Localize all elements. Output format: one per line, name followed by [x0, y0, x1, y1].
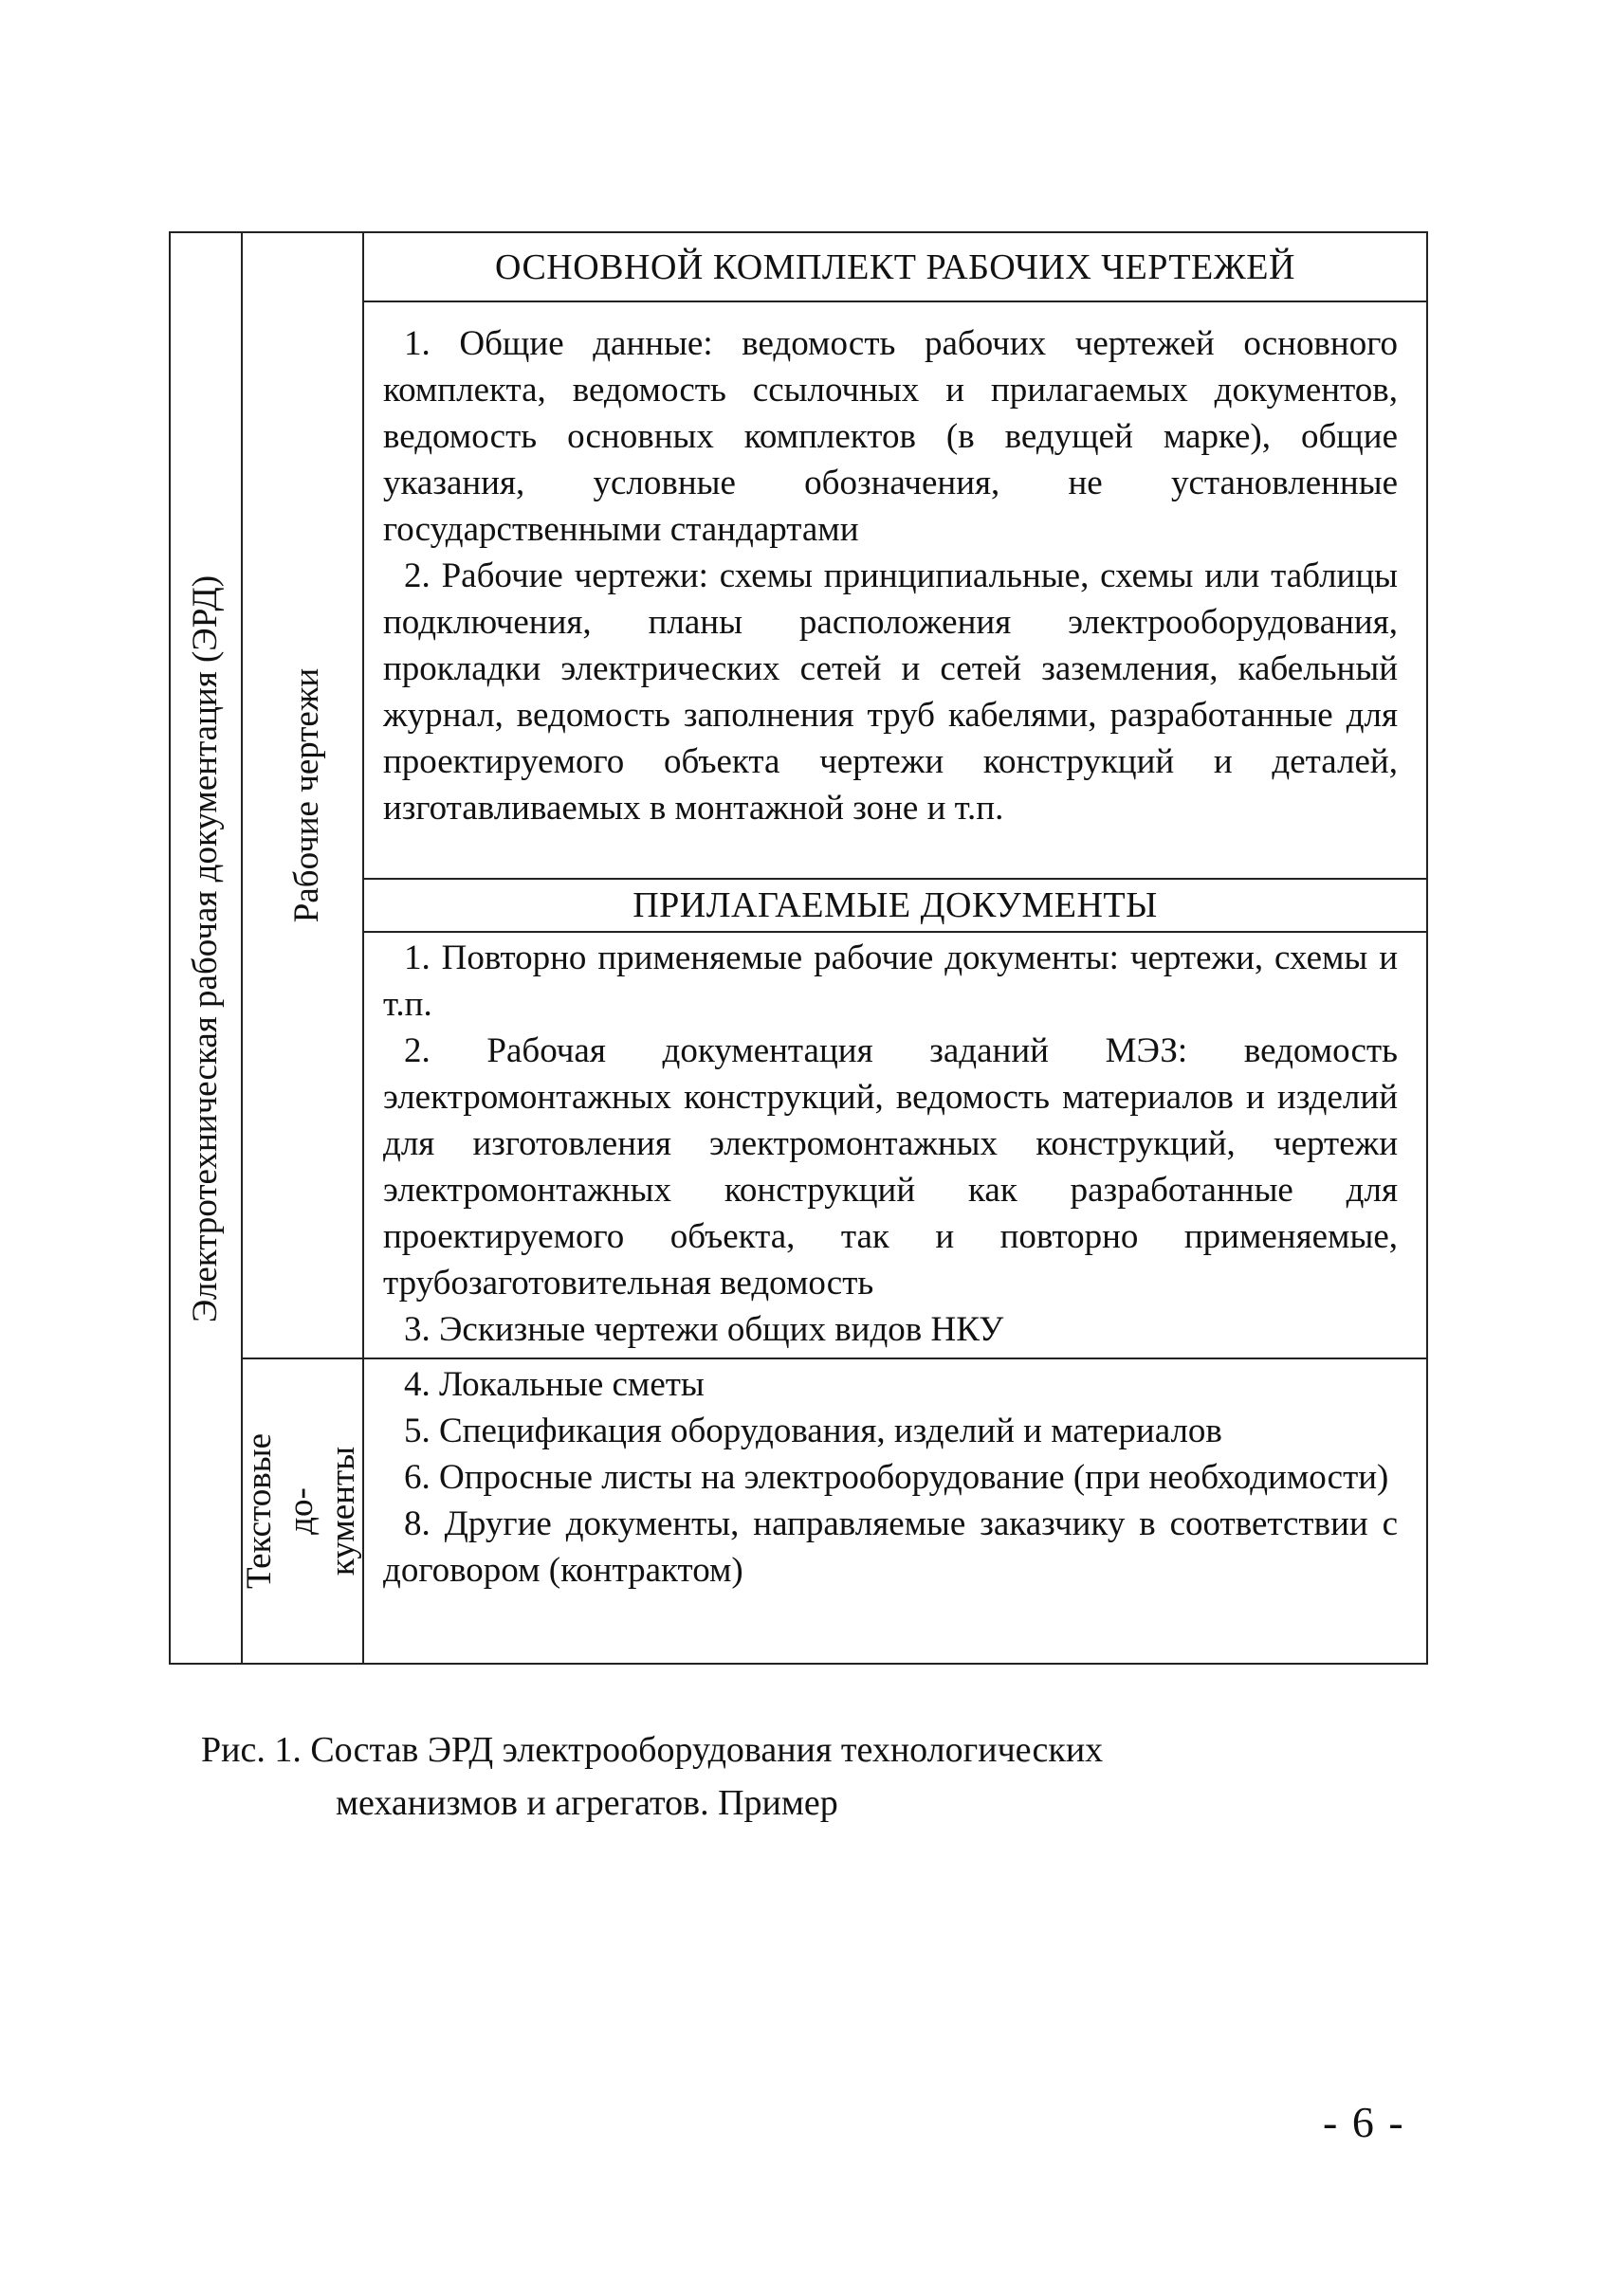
- main-item-2: 2. Рабочие чертежи: схемы принципиальные, схемы или таблицы подключения, планы расположения электрооборудования, прокладки электрических сетей и сетей заземления, кабельный журнал, ведомость заполнения труб кабелями, разработанные для проектируемого объекта чертежи конструкций и деталей, изготавливаемых в монтажной зоне и т.п.: [383, 556, 1398, 828]
- text-docs-content: [364, 1361, 1426, 1594]
- text-item-4: 4. Локальные сметы: [404, 1365, 705, 1404]
- attached-section-header-text: ПРИЛАГАЕМЫЕ ДОКУМЕНТЫ: [632, 885, 1158, 925]
- caption-line-2: механизмов и агрегатов. Пример: [336, 1783, 838, 1823]
- main-section-content: [364, 320, 1426, 831]
- page-number: - 6 -: [1323, 2098, 1405, 2146]
- attached-section-content: [364, 935, 1426, 1353]
- caption-line-1: Рис. 1. Состав ЭРД электрооборудования технологических: [201, 1730, 1104, 1770]
- erd-composition-table: [169, 231, 1428, 1665]
- group-working-cell: [241, 233, 362, 1358]
- attached-item-2: 2. Рабочая документация заданий МЭЗ: ведомость электромонтажных конструкций, ведомость материалов и изделий для изготовления электромонтажных конструкций, чертежи электромонтажных конструкций как разработанные для проектируемого объекта, так и повторно применяемые, трубозаготовительная ведомость: [383, 1031, 1398, 1303]
- group-working-label: Рабочие чертежи: [287, 667, 327, 923]
- attached-item-1: 1. Повторно применяемые рабочие документы: чертежи, схемы и т.п.: [383, 938, 1398, 1024]
- row-divider-attached-header: [362, 931, 1426, 933]
- row-divider-main-header: [362, 301, 1426, 302]
- group-text-label: Текстовые до-кументы: [240, 1432, 362, 1590]
- outer-label-cell: [171, 233, 241, 1665]
- figure-caption: [201, 1723, 1292, 1830]
- main-item-1: 1. Общие данные: ведомость рабочих чертежей основного комплекта, ведомость ссылочных и прилагаемых документов, ведомость основных комплектов (в ведущей марке), общие указания, условные обозначения, не установленные государственными стандартами: [383, 324, 1398, 549]
- row-divider-text-docs: [241, 1358, 1426, 1359]
- group-text-cell: [241, 1358, 362, 1665]
- text-item-6: 6. Опросные листы на электрооборудование (при необходимости): [404, 1458, 1389, 1497]
- text-item-5: 5. Спецификация оборудования, изделий и материалов: [404, 1412, 1222, 1450]
- attached-item-3: 3. Эскизные чертежи общих видов НКУ: [404, 1310, 1004, 1349]
- text-item-8: 8. Другие документы, направляемые заказчику в соответствии с договором (контрактом): [383, 1504, 1398, 1590]
- main-section-header: [364, 233, 1426, 301]
- outer-label: Электротехническая рабочая документация (ЭРД): [186, 574, 226, 1323]
- attached-section-header: [364, 880, 1426, 931]
- main-section-header-text: ОСНОВНОЙ КОМПЛЕКТ РАБОЧИХ ЧЕРТЕЖЕЙ: [495, 246, 1295, 287]
